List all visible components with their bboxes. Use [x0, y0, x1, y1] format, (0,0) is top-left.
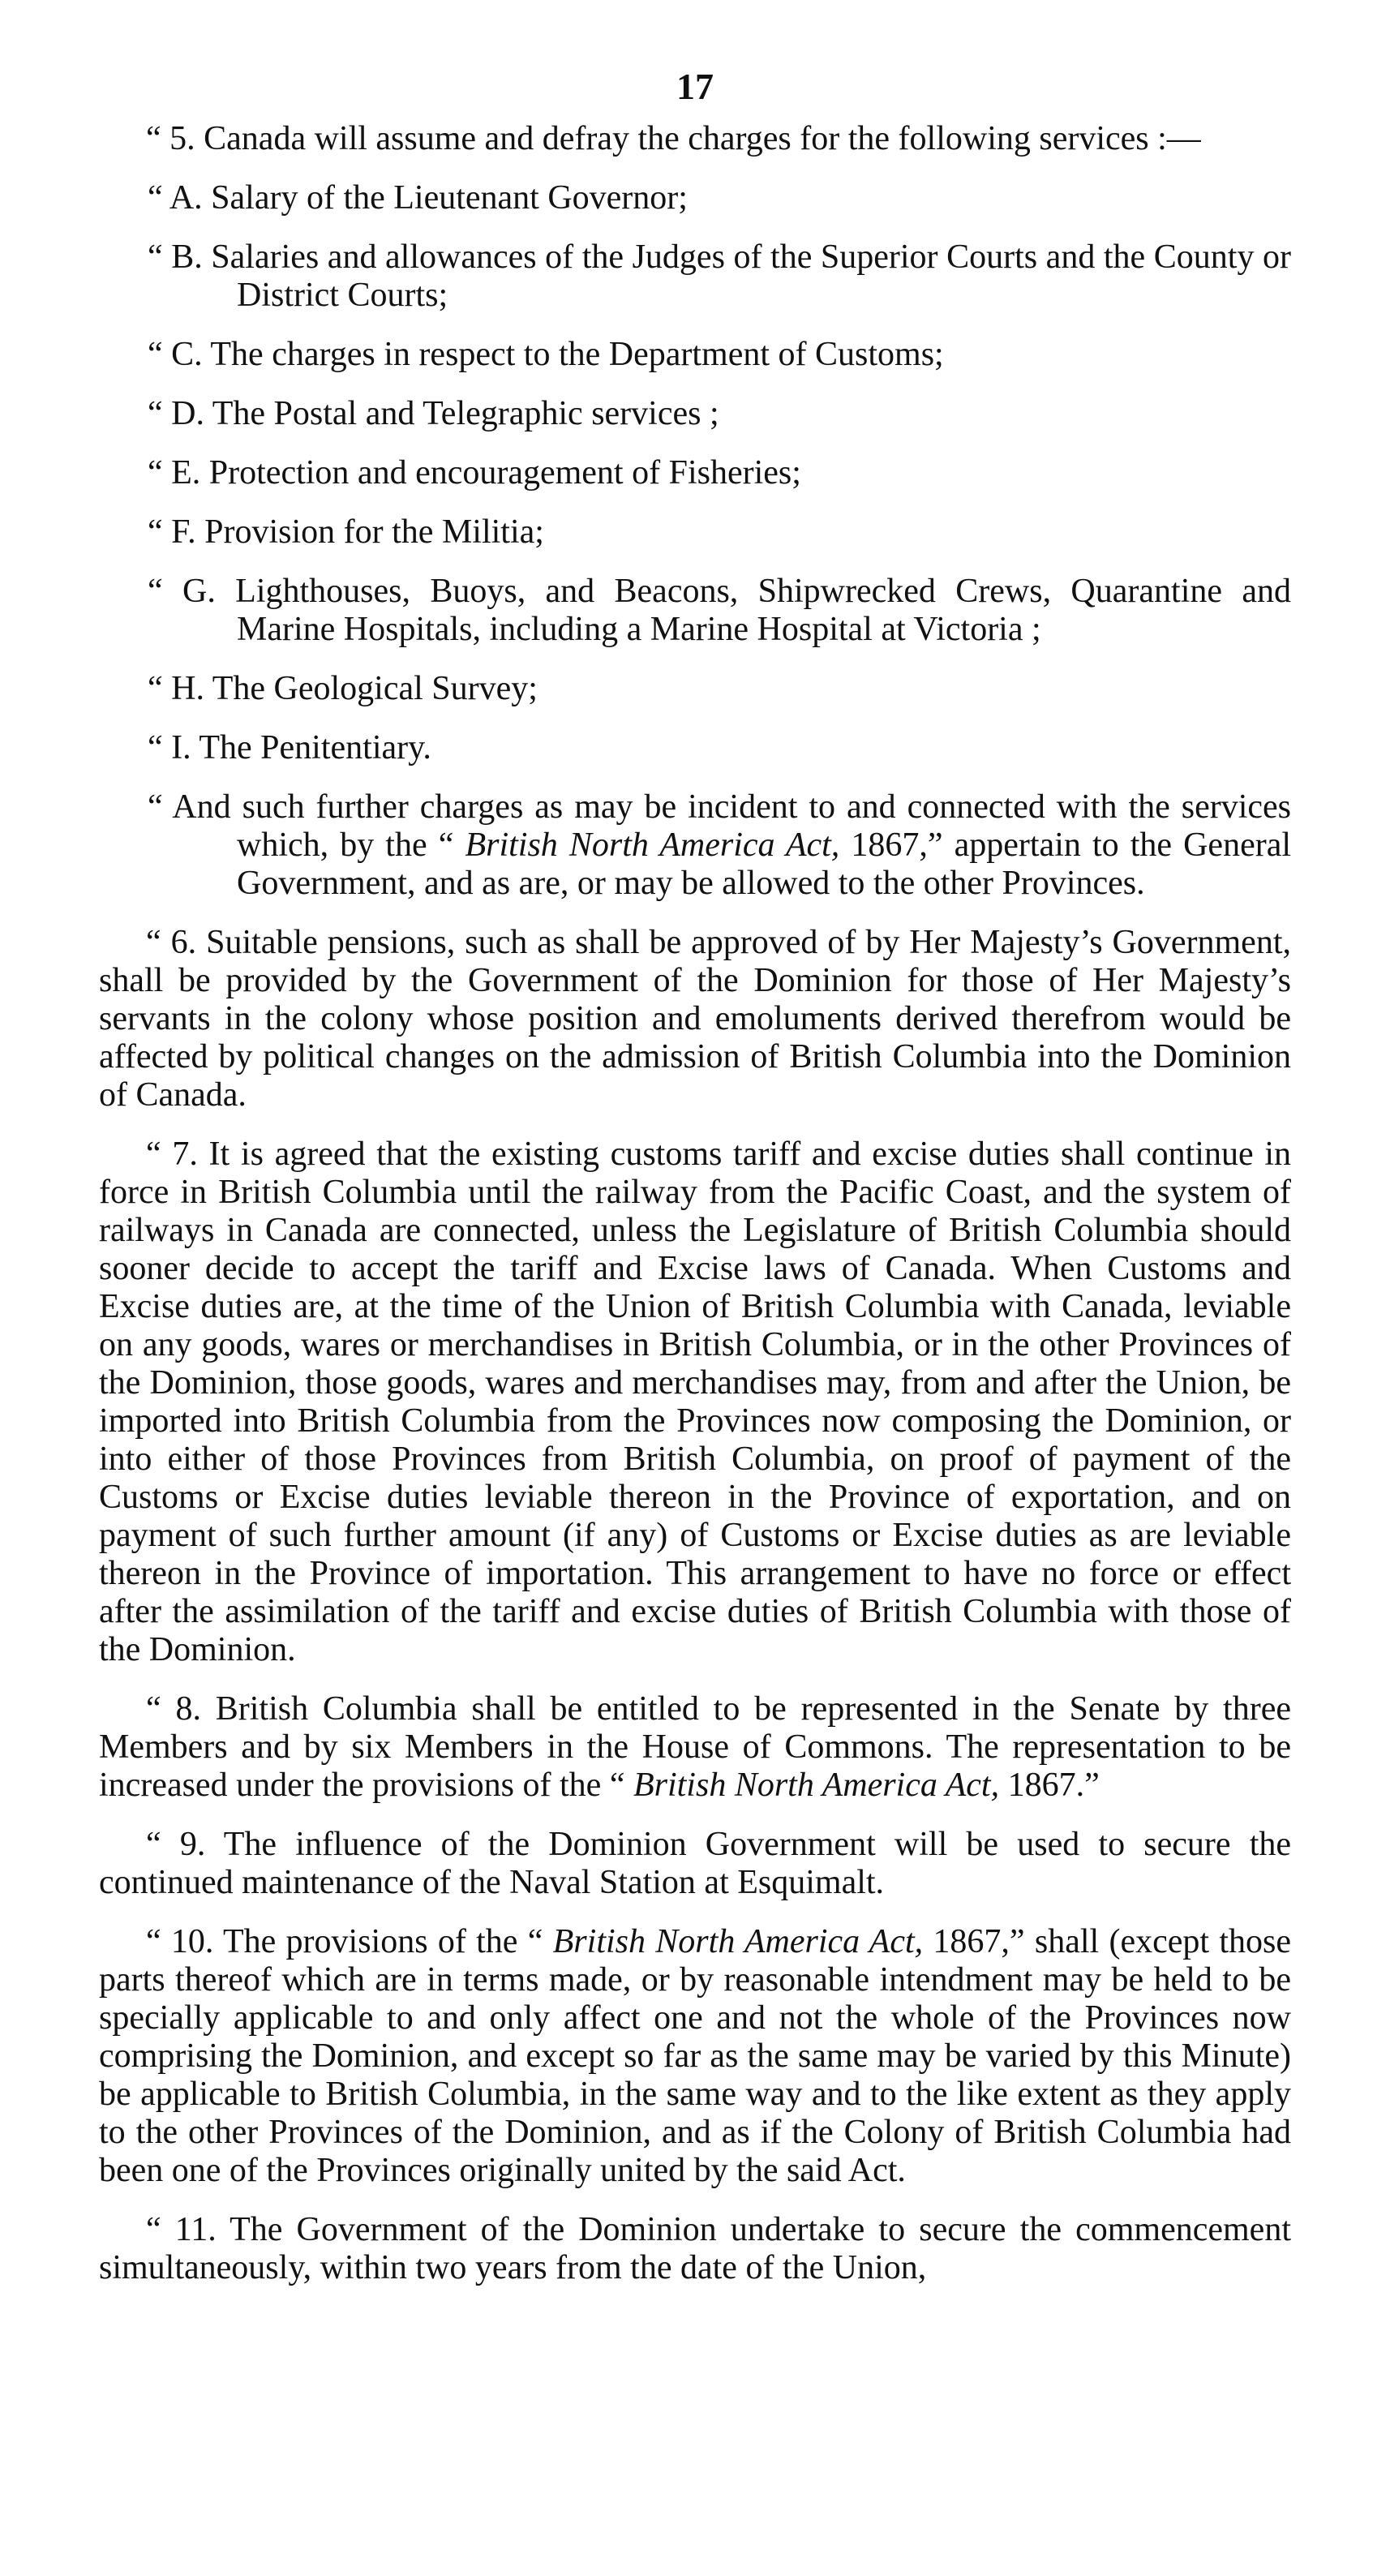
- further-charges-act-title: British North America Act,: [465, 826, 840, 864]
- section-5-item-f: “ F. Provision for the Militia;: [148, 513, 544, 551]
- section-5-item-d: “ D. The Postal and Telegraphic services ;: [148, 395, 719, 432]
- section-10-act-title: British North America Act,: [552, 1923, 924, 1960]
- section-5-item-a: “ A. Salary of the Lieutenant Governor;: [148, 179, 688, 217]
- section-5-further-charges: [99, 788, 1291, 903]
- section-5-intro: “ 5. Canada will assume and defray the charges for the following services :—: [146, 120, 1201, 157]
- section-5-item-c: “ C. The charges in respect to the Department of Customs;: [148, 336, 944, 373]
- section-8-text-start: “ 8. British Columbia shall be entitled to be represented in the Senate by three Members and by six Members in the House of Commons. The representation to be increased under the provisions of the “: [99, 1690, 1291, 1804]
- document-body: [99, 120, 1291, 2308]
- section-8-text-end: 1867.”: [999, 1767, 1100, 1804]
- section-5-item-e: “ E. Protection and encouragement of Fisheries;: [148, 454, 801, 492]
- section-5-item-i: “ I. The Penitentiary.: [148, 729, 431, 766]
- section-5-item-g: “ G. Lighthouses, Buoys, and Beacons, Shipwrecked Crews, Quarantine and Marine Hospitals, including a Marine Hospital at Victoria ;: [148, 573, 1291, 648]
- section-5-item-b: “ B. Salaries and allowances of the Judges of the Superior Courts and the County or District Courts;: [148, 238, 1291, 314]
- section-8-paragraph: [99, 1690, 1291, 1805]
- section-8-act-title: British North America Act,: [633, 1767, 1000, 1804]
- further-charges-text-start: “ And such further charges as may be incident to and connected with the services which, by the “: [148, 788, 1291, 864]
- section-6-paragraph: “ 6. Suitable pensions, such as shall be approved of by Her Majesty’s Government, shall be provided by the Government of the Dominion for those of Her Majesty’s servants in the colony whose position and emoluments derived therefrom would be affected by political changes on the admission of British Columbia into the Dominion of Canada.: [99, 924, 1291, 1114]
- section-5-item-h: “ H. The Geological Survey;: [148, 670, 538, 707]
- section-7-paragraph: “ 7. It is agreed that the existing customs tariff and excise duties shall continue in force in British Columbia until the railway from the Pacific Coast, and the system of railways in Canada are connected, unless the Legislature of British Columbia should sooner decide to accept the tariff and Excise laws of Canada. When Customs and Excise duties are, at the time of the Union of British Columbia with Canada, leviable on any goods, wares or merchandises in British Columbia, or in the other Provinces of the Dominion, those goods, wares and merchandises may, from and after the Union, be imported into British Columbia from the Provinces now composing the Dominion, or into either of those Provinces from British Columbia, on proof of payment of the Customs or Excise duties leviable thereon in the Province of exportation, and on payment of such further amount (if any) of Customs or Excise duties as are leviable thereon in the Province of importation. This arrangement to have no force or effect after the assimilation of the tariff and excise duties of British Columbia with those of the Dominion.: [99, 1136, 1291, 1668]
- section-9-paragraph: “ 9. The influence of the Dominion Government will be used to secure the continued maintenance of the Naval Station at Esquimalt.: [99, 1826, 1291, 1901]
- further-charges-text-end: 1867,” appertain to the General Government, and as are, or may be allowed to the other Provinces.: [237, 826, 1292, 902]
- section-10-paragraph: [99, 1923, 1291, 2190]
- page-number: 17: [676, 66, 714, 107]
- section-10-text-start: “ 10. The provisions of the “: [146, 1923, 553, 1960]
- section-11-paragraph: “ 11. The Government of the Dominion undertake to secure the commencement simultaneously, within two years from the date of the Union,: [99, 2211, 1291, 2286]
- section-10-text-end: 1867,” shall (except those parts thereof which are in terms made, or by reasonable intendment may be held to be specially applicable to and only affect one and not the whole of the Provinces now comprising the Dominion, and except so far as the same may be varied by this Minute) be applicable to British Columbia, in the same way and to the like extent as they apply to the other Provinces of the Dominion, and as if the Colony of British Columbia had been one of the Provinces originally united by the said Act.: [99, 1923, 1291, 2189]
